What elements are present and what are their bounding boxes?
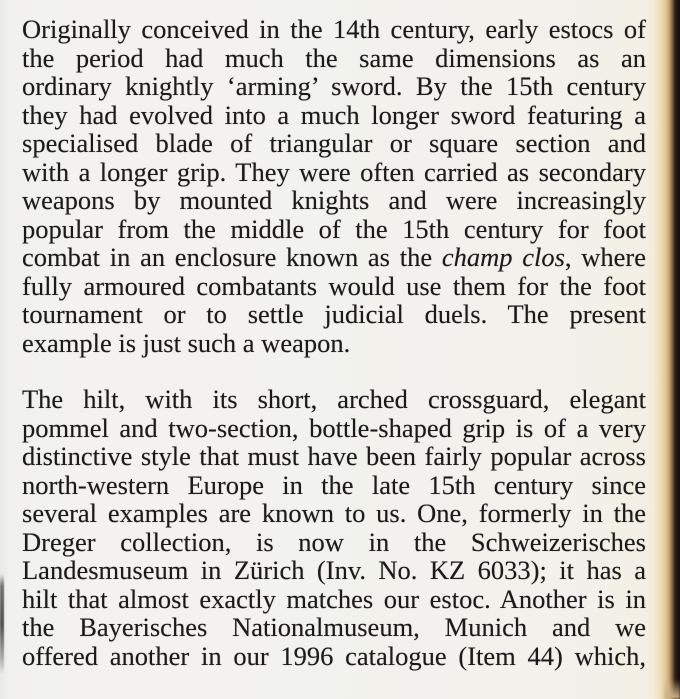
text-line: the period had much the same dimensions as an [22, 42, 646, 73]
text-line: weapons by mounted knights and were increasingly [22, 185, 646, 215]
text-line: they had evolved into a much longer sword featuring a [22, 99, 646, 130]
text-line: The hilt, with its short, arched crossguard, elegant [22, 384, 646, 414]
text-line: Originally conceived in the 14th century, early estocs of [22, 14, 646, 44]
text-line: distinctive style that must have been fairly popular across [22, 441, 646, 471]
text-line: specialised blade of triangular or square section and [22, 128, 646, 158]
text-line: tournament or to settle judicial duels. The present [22, 299, 646, 329]
text-line: several examples are known to us. One, formerly in the [22, 498, 646, 528]
text-line: Dreger collection, is now in the Schweizerisches [22, 526, 646, 557]
text-line: popular from the middle of the 15th century for foot [22, 213, 646, 244]
text-line: fully armoured combatants would use them for the foot [22, 270, 646, 301]
text-line: combat in an enclosure known as the champ clos, where [22, 242, 646, 272]
text-line: pommel and two-section, bottle-shaped grip is of a very [22, 412, 646, 443]
text-line: north-western Europe in the late 15th century since [22, 469, 646, 500]
paragraph-hilt-description [22, 385, 646, 670]
text-line: ordinary knightly ‘arming’ sword. By the 15th century [22, 71, 646, 101]
text-line: Landesmuseum in Zürich (Inv. No. KZ 6033); it has a [22, 555, 646, 585]
page-text [22, 15, 646, 670]
text-line: hilt that almost exactly matches our estoc. Another is in [22, 583, 646, 614]
text-line: example is just such a weapon. [22, 327, 351, 358]
page-corner-highlight [664, 679, 680, 699]
page-edge-shadow [646, 0, 680, 699]
text-line: offered another in our 1996 catalogue (Item 44) which, [22, 640, 646, 671]
italic-phrase: champ clos [441, 242, 565, 272]
text-line: with a longer grip. They were often carried as secondary [22, 156, 646, 187]
paragraph-estoc-history [22, 15, 646, 357]
text-line: the Bayerisches Nationalmuseum, Munich and we [22, 612, 646, 642]
scan-smudge-artifact [0, 574, 4, 674]
